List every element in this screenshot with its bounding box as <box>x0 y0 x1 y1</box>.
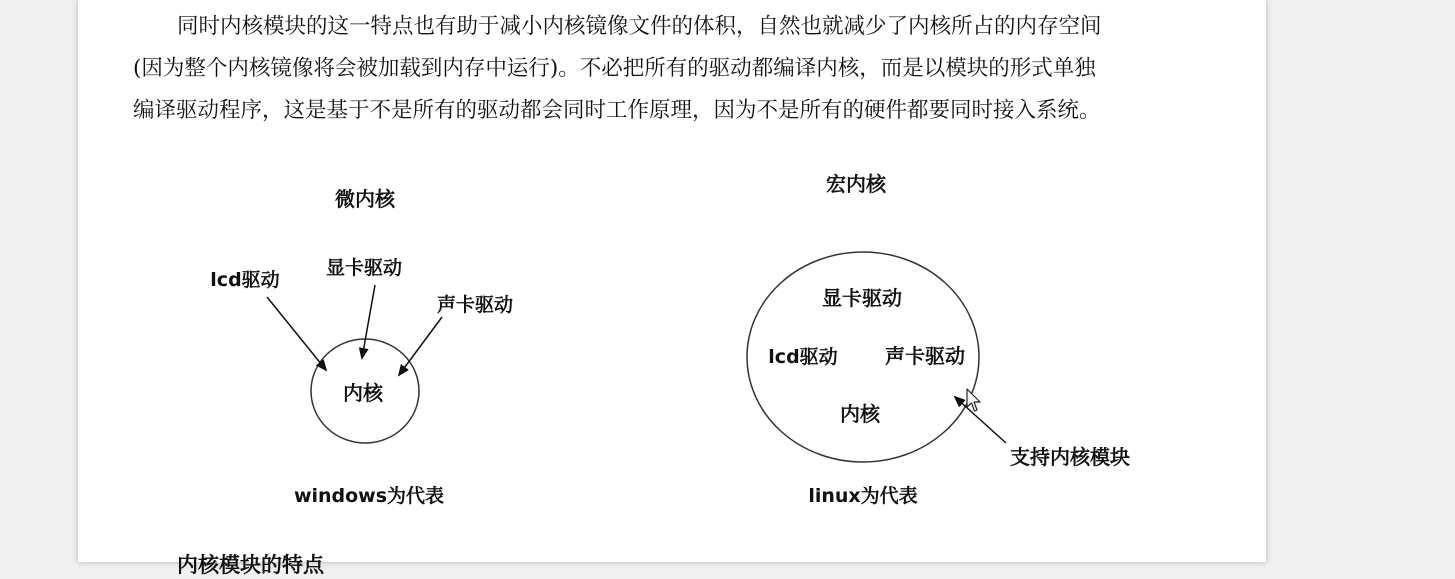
macro-kernel-core-label: 内核 <box>840 402 880 426</box>
paragraph-line-2: (因为整个内核镜像将会被加载到内存中运行)。不必把所有的驱动都编译内核，而是以模块的形式单独 <box>133 56 1096 81</box>
micro-gpu-arrow <box>362 285 375 358</box>
macro-gpu-driver-label: 显卡驱动 <box>822 286 902 310</box>
paragraph-line-3: 编译驱动程序，这是基于不是所有的驱动都会同时工作原理，因为不是所有的硬件都要同时接入系统。 <box>133 98 1101 123</box>
document-page <box>78 0 1266 577</box>
kernel-comparison-diagram <box>78 0 1266 562</box>
macro-kernel-caption: linux为代表 <box>808 485 918 507</box>
micro-sound-arrow <box>399 317 442 375</box>
micro-lcd-arrow <box>267 297 326 370</box>
macro-sound-driver-label: 声卡驱动 <box>885 344 965 368</box>
next-section-heading: 内核模块的特点 <box>177 553 324 577</box>
micro-kernel-caption: windows为代表 <box>293 485 445 507</box>
paragraph-line-1: 同时内核模块的这一特点也有助于减小内核镜像文件的体积，自然也就减少了内核所占的内存空间 <box>177 14 1102 39</box>
module-support-label: 支持内核模块 <box>1010 445 1130 469</box>
micro-sound-driver-label: 声卡驱动 <box>436 294 514 316</box>
micro-lcd-driver-label: lcd驱动 <box>210 269 280 291</box>
mouse-cursor-icon <box>966 388 982 414</box>
macro-kernel-title: 宏内核 <box>826 172 886 196</box>
micro-gpu-driver-label: 显卡驱动 <box>325 257 403 279</box>
macro-lcd-driver-label: lcd驱动 <box>768 346 838 368</box>
micro-kernel-title: 微内核 <box>335 187 395 211</box>
micro-kernel-core-label: 内核 <box>343 381 383 405</box>
